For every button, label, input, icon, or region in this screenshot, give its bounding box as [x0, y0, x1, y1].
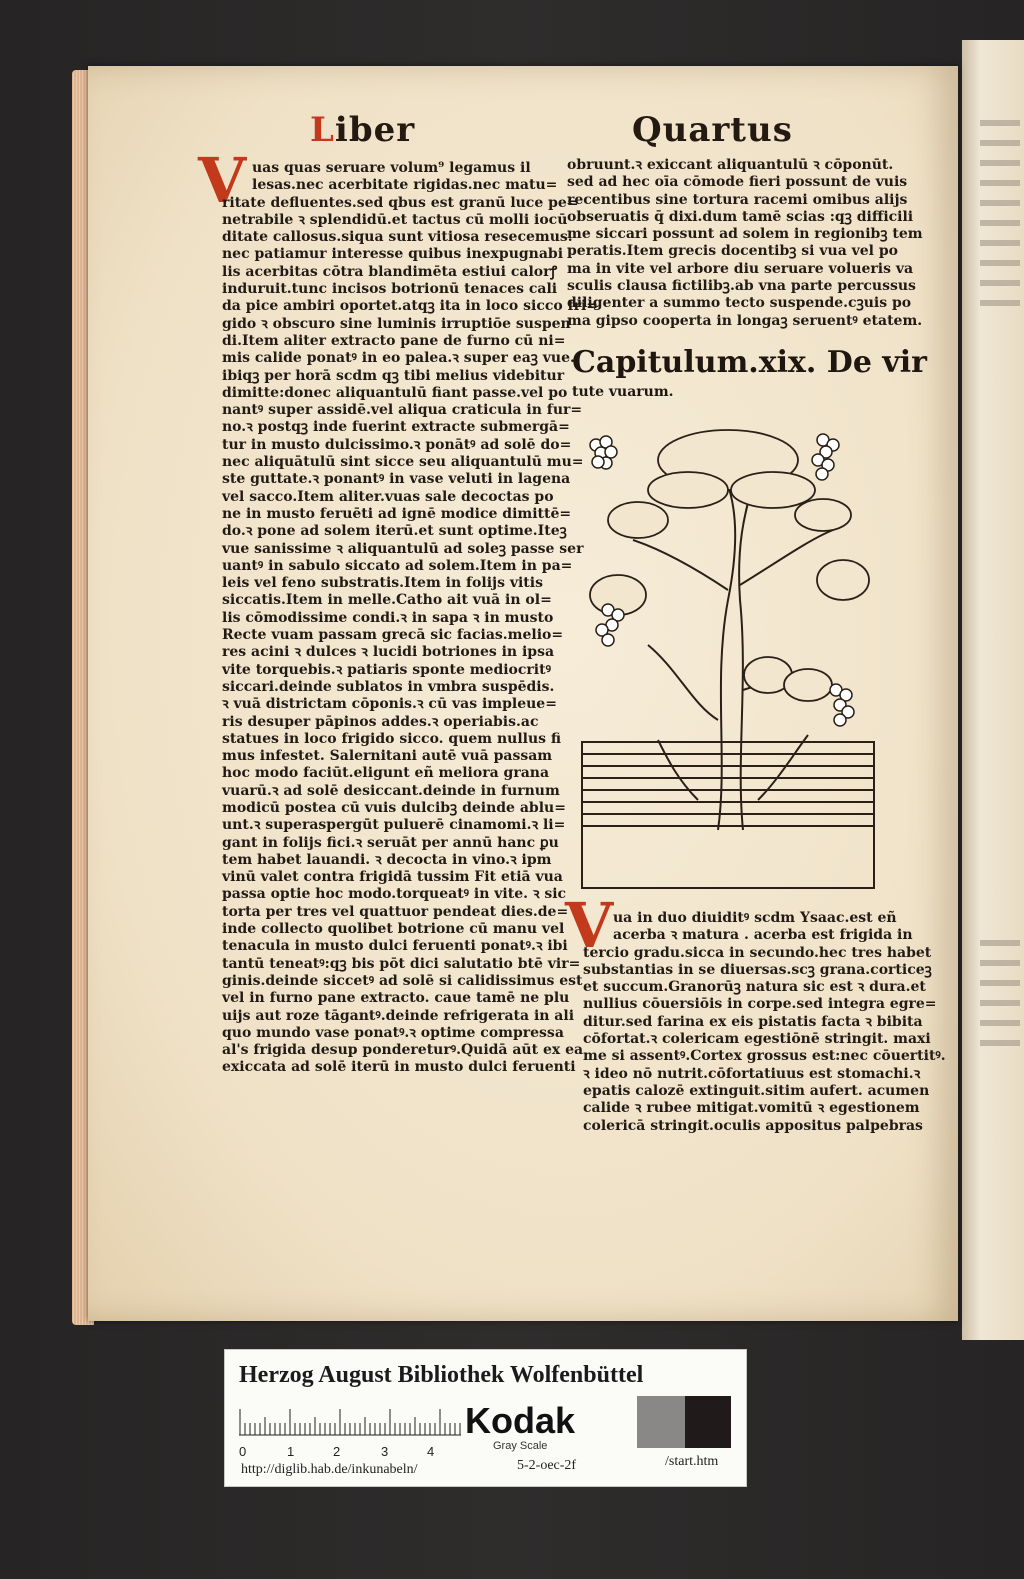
text-line: unt.ꝛ superaspergūt puluerē cinamomi.ꝛ li=	[222, 817, 566, 834]
text-line: hoc modo faciūt.eligunt eñ meliora grana	[222, 765, 550, 782]
text-line: me si assentꝰ.Cortex grossus est:nec cōuertitꝰ.	[583, 1048, 946, 1065]
text-line: peratis.Item grecis docentibꝫ si vua vel po	[567, 243, 898, 260]
text-line: vel sacco.Item aliter.vuas sale decoctas po	[222, 488, 554, 505]
text-line: uas quas seruare volum⁹ legamus il	[252, 160, 531, 176]
left-text-column	[222, 160, 599, 1077]
text-line: mus infestet. Salernitani autē vuā passam	[222, 748, 553, 765]
ruler-number: 2	[333, 1444, 341, 1459]
text-line: ꝛ vuā districtam cōponis.ꝛ cū vas impleue=	[222, 696, 557, 713]
text-line: mis calide ponatꝰ in eo palea.ꝛ super eaꝫ vue.	[222, 350, 575, 367]
library-name: Herzog August Bibliothek Wolfenbüttel	[239, 1362, 644, 1388]
text-line: lis acerbitas cōtra blandimēta estiui calorꝭ	[222, 263, 558, 280]
text-line: diligenter a summo tecto suspende.cꝫuis po	[567, 295, 912, 312]
text-line: gido ꝛ obscuro sine luminis irruptiōe suspen	[222, 315, 571, 332]
text-line: Recte vuam passam grecā sic facias.melio=	[222, 627, 564, 644]
text-line: exiccata ad solē iterū in musto dulci feruenti	[222, 1059, 576, 1076]
adjacent-page-edge	[962, 40, 1024, 1340]
text-line: epatis calozē extinguit.sitim aufert. acumen	[583, 1082, 930, 1099]
chapter-subheading: tute vuarum.	[572, 384, 674, 400]
text-line: cōfortat.ꝛ colericam egestiōnē stringit. maxi	[583, 1031, 931, 1048]
right-text-column-top	[567, 157, 923, 330]
text-line: leis vel feno substratis.Item in folijs vitis	[222, 575, 543, 592]
text-line: acerba ꝛ matura . acerba est frigida in	[613, 927, 913, 944]
text-line: et succum.Granorūꝫ natura sic est ꝛ dura.et	[583, 979, 926, 996]
text-line: calide ꝛ rubee mitigat.vomitū ꝛ egestionem	[583, 1100, 920, 1117]
text-line: vel in furno pane extracto. caue tamē ne plu	[222, 990, 570, 1007]
text-line: tantū teneatꝰ:qꝫ bis pōt dici salutatio btē vir=	[222, 955, 581, 972]
text-line: vinū valet contra frigidā tussim Fit etiā vua	[222, 869, 563, 886]
text-line: ꝛ ideo nō nutrit.cōfortatiuus est stomachi.ꝛ	[583, 1065, 921, 1082]
text-line: ibiqꝫ per horā scdm qꝫ tibi melius videbitur	[222, 367, 565, 384]
text-line: ste guttate.ꝛ ponantꝰ in vase veluti in lagena	[222, 471, 571, 488]
text-line: ris desuper pāpinos addes.ꝛ operiabis.ac	[222, 713, 539, 730]
text-line: da pice ambiri oportet.atqꝫ ita in loco sicco fri=	[222, 298, 599, 315]
text-line: dimitte:donec aliquantulū fiant passe.vel po	[222, 384, 568, 401]
ruler-number: 4	[427, 1444, 435, 1459]
text-line: nec patiamur interesse quibus inexpugnabi	[222, 246, 564, 263]
text-line: substantias in se diuersas.scꝫ grana.corticeꝫ	[583, 961, 932, 978]
text-line: ma in vite vel arbore diu seruare volueris va	[567, 260, 914, 277]
text-line: statues in loco frigido sicco. quem nullus fi	[222, 730, 562, 747]
text-line: netrabile ꝛ splendidū.et tactus cū molli iocū	[222, 211, 568, 228]
text-line: tur in musto dulcissimo.ꝛ ponātꝰ ad solē do=	[222, 436, 572, 453]
ruler-number: 3	[381, 1444, 389, 1459]
text-line: obruunt.ꝛ exiccant aliquantulū ꝛ cōponūt.	[567, 157, 894, 173]
text-line: uantꝰ in sabulo siccato ad solem.Item in pa=	[222, 557, 573, 574]
header-right-text: Quartus	[632, 110, 793, 150]
text-line: tem habet lauandi. ꝛ decocta in vino.ꝛ ipm	[222, 851, 552, 868]
text-line: obseruatis q̄ dixi.dum tamē scias :qꝫ difficili	[567, 208, 914, 225]
text-line: ua in duo diuiditꝰ scdm Ysaac.est eñ	[613, 910, 897, 926]
text-line: induruit.tunc incisos botrionū tenaces cali	[222, 281, 558, 298]
text-line: sculis clausa fictilibꝫ.ab vna parte percussus	[567, 278, 916, 295]
text-line: no.ꝛ postqꝫ inde fuerint extracte submergā=	[222, 419, 570, 436]
text-line: vite torquebis.ꝛ patiaris sponte mediocritꝰ	[222, 661, 551, 678]
gray-patch-dark	[685, 1396, 731, 1448]
text-line: al's frigida desup pondereturꝰ.Quidā aūt ex ea	[222, 1042, 584, 1059]
header-left-text: iber	[334, 110, 416, 150]
text-line: me siccari possunt ad solem in regionibꝫ tem	[567, 226, 923, 243]
ruler-number: 1	[287, 1444, 295, 1459]
text-line: lis cōmodissime condi.ꝛ in sapa ꝛ in musto	[222, 609, 554, 626]
text-line: modicū postea cū vuis dulcibꝫ deinde ablu=	[222, 799, 566, 816]
text-line: passa optie hoc modo.torqueatꝰ in vite. ꝛ sic	[222, 886, 567, 903]
text-line: ne in musto feruēti ad ignē modice dimittē=	[222, 505, 572, 522]
kodak-logo: Kodak	[465, 1400, 576, 1441]
url-right: /start.htm	[665, 1454, 719, 1469]
text-line: recentibus sine tortura racemi omibus alijs	[567, 191, 908, 208]
url-middle: 5-2-oec-2f	[517, 1458, 577, 1473]
right-text-column-bottom	[583, 910, 946, 1135]
text-line: quo mundo vase ponatꝰ.ꝛ optime compressa	[222, 1024, 564, 1041]
color-calibration-label	[224, 1349, 747, 1487]
text-line: gant in folijs fici.ꝛ seruāt per annū hanc ꝑu	[222, 834, 559, 851]
text-line: ma gipso cooperta in longaꝫ seruentꝰ etatem.	[567, 312, 923, 329]
text-line: torta per tres vel quattuor pendeat dies.de=	[222, 903, 569, 920]
text-line: uijs aut roze tāgantꝰ.deinde refrigerata in ali	[222, 1007, 575, 1024]
text-line: ditur.sed farina ex eis pistatis facta ꝛ bibita	[583, 1013, 923, 1030]
text-line: ritate defluentes.sed qbus est granū luce pe=	[222, 194, 579, 211]
text-line: res acini ꝛ dulces ꝛ lucidi botriones in ipsa	[222, 644, 555, 661]
gray-patch-light	[637, 1396, 685, 1448]
gray-scale-caption: Gray Scale	[493, 1440, 548, 1452]
text-line: vuarū.ꝛ ad solē desiccant.deinde in furnum	[222, 782, 560, 799]
running-header-right	[632, 110, 793, 150]
rubric-initial-left: V	[198, 144, 247, 217]
text-line: sed ad hec oīa cōmode fieri possunt de vuis	[567, 174, 908, 191]
text-line: nec aliquātulū sint sicce seu aliquantulū mu=	[222, 454, 584, 471]
text-line: di.Item aliter extracto pane de furno cū ni=	[222, 332, 566, 349]
text-line: nullius cōuersiōis in corpe.sed integra egre=	[583, 996, 937, 1013]
text-line: do.ꝛ pone ad solem iterū.et sunt optime.Iteꝫ	[222, 523, 567, 540]
url-left: http://diglib.hab.de/inkunabeln/	[241, 1462, 418, 1477]
text-line: nantꝰ super assidē.vel aliqua craticula in fur=	[222, 402, 583, 419]
text-line: inde collecto quolibet botrione cū manu vel	[222, 921, 565, 938]
text-line: lesas.nec acerbitate rigidas.nec matu=	[252, 177, 558, 194]
text-line: tenacula in musto dulci feruenti ponatꝰ.ꝛ ibi	[222, 938, 568, 955]
text-line: siccatis.Item in melle.Catho ait vuā in ol=	[222, 592, 552, 609]
text-line: colericā stringit.oculis appositus palpebras	[583, 1117, 923, 1134]
ruler-scale	[239, 1406, 461, 1436]
text-line: ditate callosus.siqua sunt vitiosa resecemus.	[222, 229, 573, 246]
ruler-number: 0	[239, 1444, 247, 1459]
text-line: ginis.deinde siccetꝰ ad solē si calidissimus est	[222, 972, 583, 989]
header-rubric-initial: L	[310, 110, 335, 150]
rubric-initial-right: V	[565, 889, 614, 962]
text-line: vue sanissime ꝛ aliquantulū ad soleꝫ passe ser	[222, 540, 584, 557]
text-line: siccari.deinde sublatos in vmbra suspēdis.	[222, 678, 555, 695]
vine-woodcut-illustration	[578, 420, 878, 892]
chapter-heading: Capitulum.xix. De vir	[572, 345, 927, 380]
text-line: tercio gradu.sicca in secundo.hec tres habet	[583, 944, 932, 961]
running-header-left	[310, 110, 415, 150]
